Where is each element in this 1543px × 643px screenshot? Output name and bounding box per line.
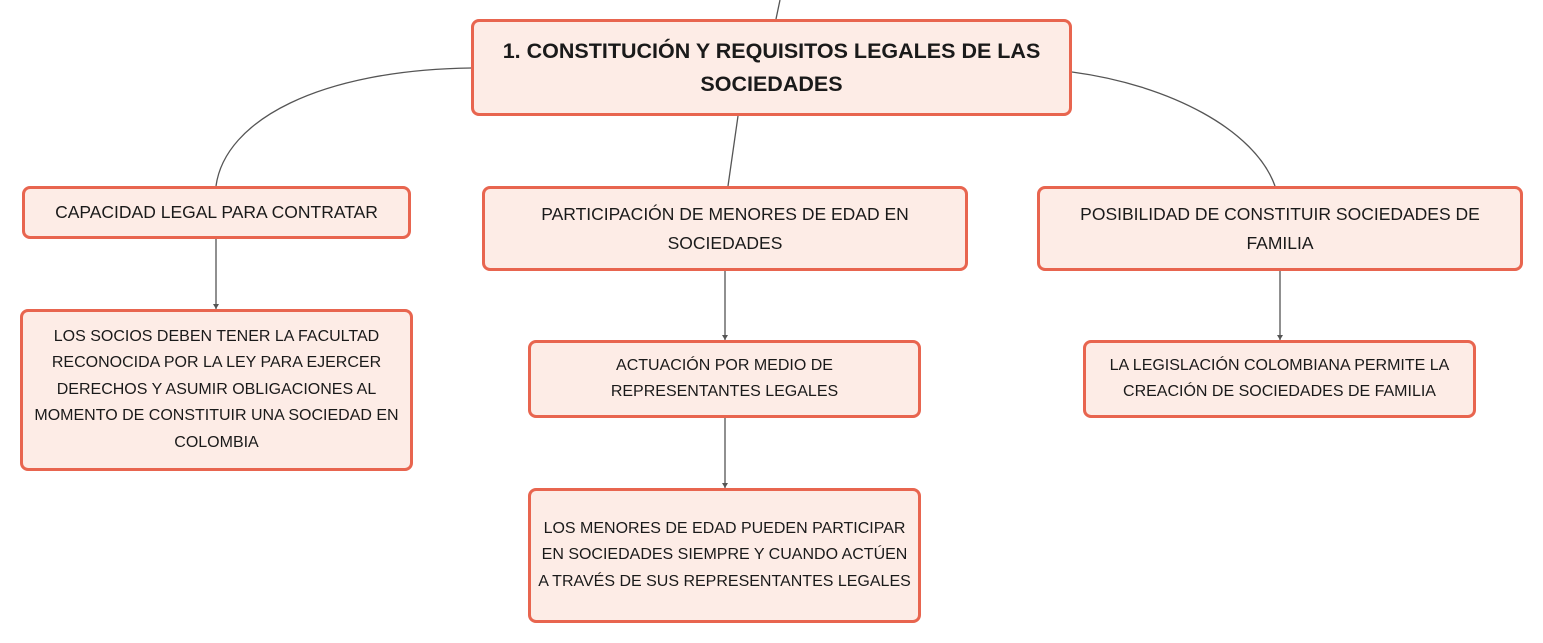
topic-label: CAPACIDAD LEGAL PARA CONTRATAR: [55, 202, 378, 222]
connector-root-participacion: [728, 116, 738, 186]
subtopic-label: ACTUACIÓN POR MEDIO DE REPRESENTANTES LEGALES: [610, 356, 839, 400]
topic-label: POSIBILIDAD DE CONSTITUIR SOCIEDADES DE FAMILIA: [1080, 203, 1480, 253]
topic-participacion-menores[interactable]: [482, 186, 968, 271]
connector-incoming-root: [776, 0, 780, 19]
connector-root-capacidad: [216, 68, 471, 186]
subtopic-menores-participar[interactable]: [528, 488, 921, 623]
subtopic-label: LOS SOCIOS DEBEN TENER LA FACULTAD RECONOCIDA POR LA LEY PARA EJERCER DERECHOS Y ASUMIR OBLIGACIONES AL MOMENTO DE CONSTITUIR UNA SOCIEDAD EN COLOMBIA: [34, 327, 399, 451]
subtopic-legislacion-colombiana[interactable]: [1083, 340, 1476, 418]
topic-capacidad-legal[interactable]: [22, 186, 411, 239]
root-topic-node[interactable]: [471, 19, 1072, 116]
subtopic-label: LOS MENORES DE EDAD PUEDEN PARTICIPAR EN SOCIEDADES SIEMPRE Y CUANDO ACTÚEN A TRAVÉS DE SUS REPRESENTANTES LEGALES: [538, 519, 911, 590]
subtopic-socios-facultad[interactable]: [20, 309, 413, 471]
subtopic-actuacion-representantes[interactable]: [528, 340, 921, 418]
subtopic-label: LA LEGISLACIÓN COLOMBIANA PERMITE LA CREACIÓN DE SOCIEDADES DE FAMILIA: [1109, 356, 1450, 400]
root-topic-label: 1. CONSTITUCIÓN Y REQUISITOS LEGALES DE LAS SOCIEDADES: [502, 38, 1041, 96]
connector-root-posibilidad: [1072, 72, 1275, 186]
topic-sociedades-familia[interactable]: [1037, 186, 1523, 271]
topic-label: PARTICIPACIÓN DE MENORES DE EDAD EN SOCIEDADES: [541, 203, 909, 253]
